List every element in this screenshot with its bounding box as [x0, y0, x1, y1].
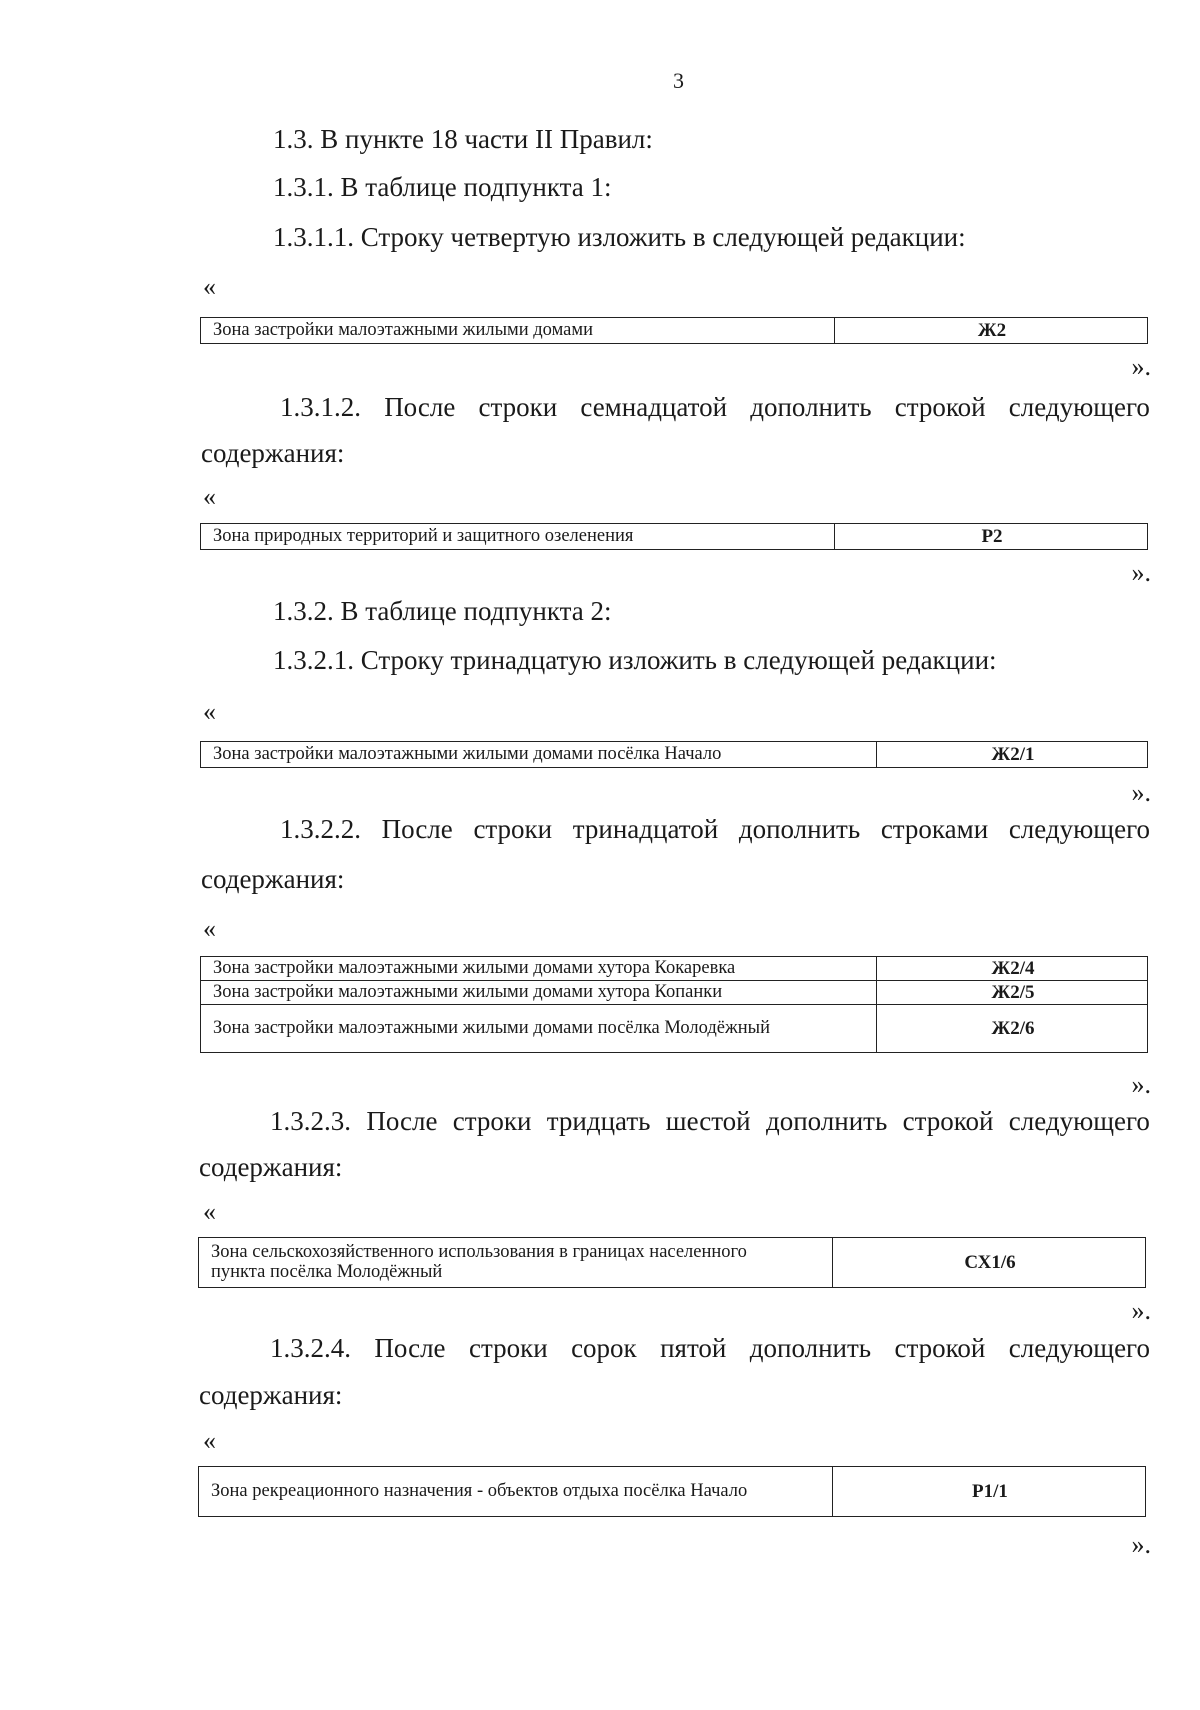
word: следующего [1008, 1333, 1150, 1363]
zone-code-cell: Ж2/4 [877, 957, 1148, 981]
word: строки [452, 1106, 532, 1136]
paragraph-1-3-2-4-cont: содержания: [199, 1380, 343, 1410]
word: дополнить [750, 392, 872, 422]
word: семнадцатой [580, 392, 728, 422]
closing-quote: ». [1131, 778, 1151, 807]
zone-code-cell: Р2 [835, 524, 1148, 550]
word: После [366, 1106, 438, 1136]
word: строки [478, 392, 558, 422]
page-number: 3 [673, 68, 684, 93]
word: пятой [660, 1333, 727, 1363]
closing-quote: ». [1131, 1296, 1151, 1325]
opening-quote: « [203, 482, 216, 511]
zone-name-cell: Зона природных территорий и защитного озеленения [201, 524, 835, 550]
word: тринадцатой [572, 814, 719, 844]
zone-table-6 [198, 1466, 1146, 1517]
zone-code-cell: Р1/1 [833, 1467, 1146, 1517]
word: строкой [902, 1106, 994, 1136]
word: 1.3.2.4. [270, 1333, 351, 1363]
table-row [201, 981, 1148, 1005]
zone-name-cell: Зона застройки малоэтажными жилыми домами посёлка Начало [201, 742, 877, 768]
opening-quote: « [203, 272, 216, 301]
paragraph-1-3-1: 1.3.1. В таблице подпункта 1: [273, 172, 612, 202]
zone-code-cell: Ж2 [835, 318, 1148, 344]
zone-table-4 [200, 956, 1148, 1053]
word: тридцать [546, 1106, 651, 1136]
closing-quote: ». [1131, 558, 1151, 587]
word: 1.3.2.2. [280, 814, 361, 844]
word: дополнить [749, 1333, 872, 1363]
word: После [374, 1333, 446, 1363]
zone-code-cell: Ж2/5 [877, 981, 1148, 1005]
opening-quote: « [203, 697, 216, 726]
table-row [201, 318, 1148, 344]
paragraph-1-3-2: 1.3.2. В таблице подпункта 2: [273, 596, 612, 626]
word: После [384, 392, 456, 422]
word: строкой [894, 392, 986, 422]
zone-name-cell: Зона застройки малоэтажными жилыми домами хутора Кокаревка [201, 957, 877, 981]
zone-name-cell: Зона сельскохозяйственного использования в границах населенного пункта посёлка Молодёжный [199, 1238, 833, 1288]
closing-quote: ». [1131, 352, 1151, 381]
table-row [201, 524, 1148, 550]
word: следующего [1008, 1106, 1150, 1136]
paragraph-1-3-2-2-cont: содержания: [201, 864, 345, 894]
zone-table-1 [200, 317, 1148, 344]
paragraph-1-3-1-2-cont: содержания: [201, 438, 345, 468]
paragraph-1-3-2-3 [270, 1106, 1150, 1137]
table-row [199, 1467, 1146, 1517]
word: 1.3.1.2. [280, 392, 361, 422]
paragraph-1-3: 1.3. В пункте 18 части II Правил: [273, 124, 653, 154]
word: строкой [894, 1333, 986, 1363]
word: следующего [1008, 814, 1150, 844]
word: дополнить [738, 814, 861, 844]
zone-code-cell: Ж2/6 [877, 1005, 1148, 1053]
word: строки [473, 814, 553, 844]
word: После [381, 814, 453, 844]
paragraph-1-3-1-1: 1.3.1.1. Строку четвертую изложить в следующей редакции: [273, 222, 966, 252]
table-row [201, 1005, 1148, 1053]
paragraph-1-3-2-4 [270, 1333, 1150, 1364]
word: строки [468, 1333, 548, 1363]
paragraph-1-3-2-2 [280, 814, 1150, 845]
zone-table-2 [200, 523, 1148, 550]
zone-code-cell: СХ1/6 [833, 1238, 1146, 1288]
table-row [199, 1238, 1146, 1288]
word: шестой [665, 1106, 751, 1136]
opening-quote: « [203, 914, 216, 943]
zone-name-cell: Зона рекреационного назначения - объектов отдыха посёлка Начало [199, 1467, 833, 1517]
table-row [201, 742, 1148, 768]
word: 1.3.2.3. [270, 1106, 351, 1136]
closing-quote: ». [1131, 1530, 1151, 1559]
zone-name-cell: Зона застройки малоэтажными жилыми домами хутора Копанки [201, 981, 877, 1005]
table-row [201, 957, 1148, 981]
word: дополнить [765, 1106, 888, 1136]
zone-table-3 [200, 741, 1148, 768]
paragraph-1-3-1-2 [280, 392, 1150, 423]
zone-code-cell: Ж2/1 [877, 742, 1148, 768]
opening-quote: « [203, 1426, 216, 1455]
paragraph-1-3-2-3-cont: содержания: [199, 1152, 343, 1182]
zone-name-cell: Зона застройки малоэтажными жилыми домами [201, 318, 835, 344]
word: следующего [1008, 392, 1150, 422]
closing-quote: ». [1131, 1070, 1151, 1099]
opening-quote: « [203, 1197, 216, 1226]
zone-table-5 [198, 1237, 1146, 1288]
word: сорок [571, 1333, 637, 1363]
paragraph-1-3-2-1: 1.3.2.1. Строку тринадцатую изложить в следующей редакции: [273, 645, 997, 675]
word: строками [880, 814, 989, 844]
zone-name-cell: Зона застройки малоэтажными жилыми домами посёлка Молодёжный [201, 1005, 877, 1053]
